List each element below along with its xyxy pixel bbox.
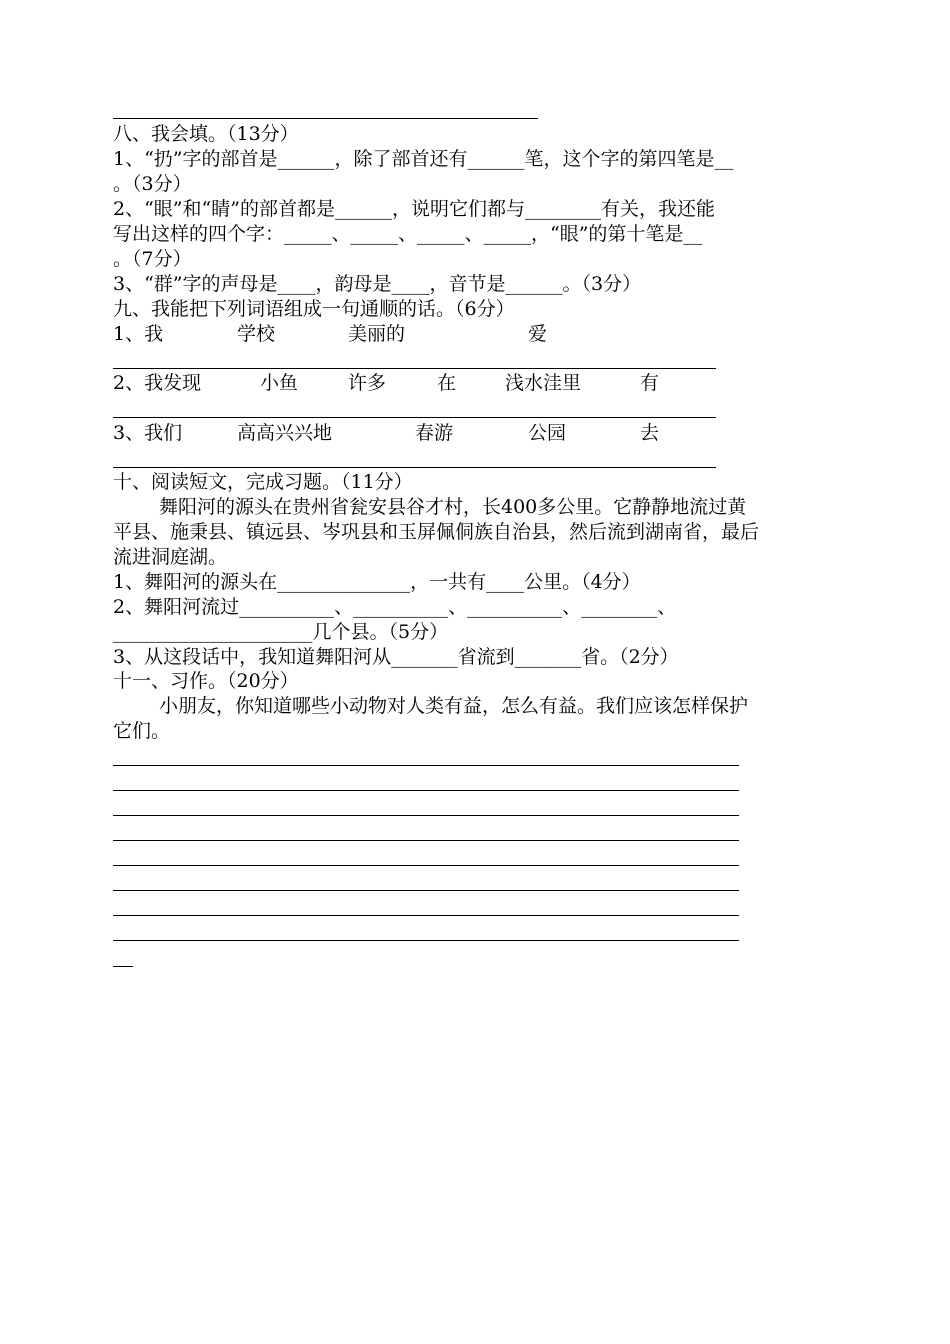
s9-q3-word: 公园 (528, 422, 567, 444)
prompt-line: 它们。 (113, 720, 171, 742)
s9-q3-word: 3、我们 (113, 422, 183, 444)
section8-q2-line2: 写出这样的四个字：_____、_____、_____、_____，“眼”的第十笔是__ (113, 223, 703, 245)
passage-line: 平县、施秉县、镇远县、岑巩县和玉屏佩侗族自治县，然后流到湖南省，最后 (113, 521, 760, 543)
writing-line (113, 840, 739, 841)
s9-q2-word: 许多 (348, 372, 387, 394)
s9-q3-word: 春游 (415, 422, 454, 444)
section8-q1-line2: 。（3分） (113, 173, 192, 195)
section11-title: 十一、习作。（20分） (113, 670, 299, 692)
writing-line (113, 915, 739, 916)
exam-page (113, 0, 838, 1344)
section10-q2-line2: _____________________几个县。（5分） (113, 621, 449, 643)
section10-title: 十、阅读短文，完成习题。（11分） (113, 471, 413, 493)
passage-line: 舞阳河的源头在贵州省瓮安县谷才村，长400多公里。它静静地流过黄 (159, 496, 747, 518)
s9-q3-word: 去 (640, 422, 660, 444)
answer-line (113, 467, 716, 468)
writing-line (113, 765, 739, 766)
writing-line (113, 890, 739, 891)
writing-line (113, 940, 739, 941)
answer-line (113, 368, 716, 369)
s9-q2-word: 2、我发现 (113, 372, 202, 394)
section10-q3: 3、从这段话中，我知道舞阳河从_______省流到_______省。（2分） (113, 646, 679, 668)
section8-q3: 3、“群”字的声母是____，韵母是____，音节是______。（3分） (113, 273, 642, 295)
section8-q2-line1: 2、“眼”和“睛”的部首都是______，说明它们都与________有关，我还能 (113, 198, 715, 220)
section10-q1: 1、舞阳河的源头在______________，一共有____公里。（4分） (113, 571, 641, 593)
s9-q2-word: 小鱼 (260, 372, 299, 394)
answer-line (113, 417, 716, 418)
writing-line (113, 865, 739, 866)
writing-line (113, 790, 739, 791)
writing-line-end (113, 966, 133, 967)
s9-q1-word: 美丽的 (348, 323, 406, 345)
s9-q1-word: 学校 (237, 323, 276, 345)
s9-q3-word: 高高兴兴地 (237, 422, 333, 444)
passage-line: 流进洞庭湖。 (113, 546, 228, 568)
section10-q2-line1: 2、舞阳河流过__________、__________、__________、________、 (113, 596, 677, 618)
section8-q1-line1: 1、“扔”字的部首是______，除了部首还有______笔，这个字的第四笔是__ (113, 148, 734, 170)
s9-q1-word: 爱 (528, 323, 548, 345)
section8-title: 八、我会填。（13分） (113, 123, 299, 145)
top-rule (113, 118, 538, 119)
s9-q2-word: 在 (437, 372, 457, 394)
section8-q2-line3: 。（7分） (113, 248, 192, 270)
s9-q2-word: 有 (640, 372, 660, 394)
writing-line (113, 815, 739, 816)
prompt-line: 小朋友，你知道哪些小动物对人类有益，怎么有益。我们应该怎样保护 (159, 695, 749, 717)
section9-title: 九、我能把下列词语组成一句通顺的话。（6分） (113, 298, 515, 320)
s9-q1-word: 1、我 (113, 323, 164, 345)
s9-q2-word: 浅水洼里 (505, 372, 582, 394)
